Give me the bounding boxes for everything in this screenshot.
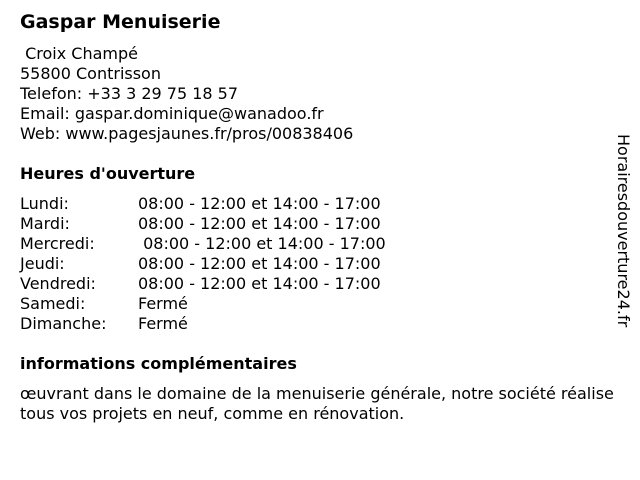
hours-value: Fermé [138,314,188,333]
day-label: Dimanche: [20,314,107,333]
info-heading: informations complémentaires [20,354,297,373]
hours-value: 08:00 - 12:00 et 14:00 - 17:00 [138,214,381,233]
hours-value: Fermé [138,294,188,313]
day-label: Jeudi: [20,254,65,273]
email-line: Email: gaspar.dominique@wanadoo.fr [20,104,324,123]
day-label: Vendredi: [20,274,96,293]
info-description: œuvrant dans le domaine de la menuiserie générale, notre société réalise tous vos projets en neuf, comme en rénovation. [20,384,614,423]
city-line: 55800 Contrisson [20,64,161,83]
hours-value: 08:00 - 12:00 et 14:00 - 17:00 [138,274,381,293]
day-label: Lundi: [20,194,69,213]
hours-value: 08:00 - 12:00 et 14:00 - 17:00 [138,234,386,253]
site-watermark [611,134,635,344]
watermark-text: Horairesdouverture24.fr [614,134,633,328]
day-label: Samedi: [20,294,86,313]
day-label: Mardi: [20,214,70,233]
address-line: Croix Champé [20,44,138,63]
hours-value: 08:00 - 12:00 et 14:00 - 17:00 [138,254,381,273]
contact-block [20,44,353,144]
business-name: Gaspar Menuiserie [20,11,221,33]
hours-heading: Heures d'ouverture [20,164,196,183]
web-line: Web: www.pagesjaunes.fr/pros/00838406 [20,124,354,143]
day-label: Mercredi: [20,234,95,253]
phone-line: Telefon: +33 3 29 75 18 57 [20,84,239,103]
hours-value: 08:00 - 12:00 et 14:00 - 17:00 [138,194,381,213]
